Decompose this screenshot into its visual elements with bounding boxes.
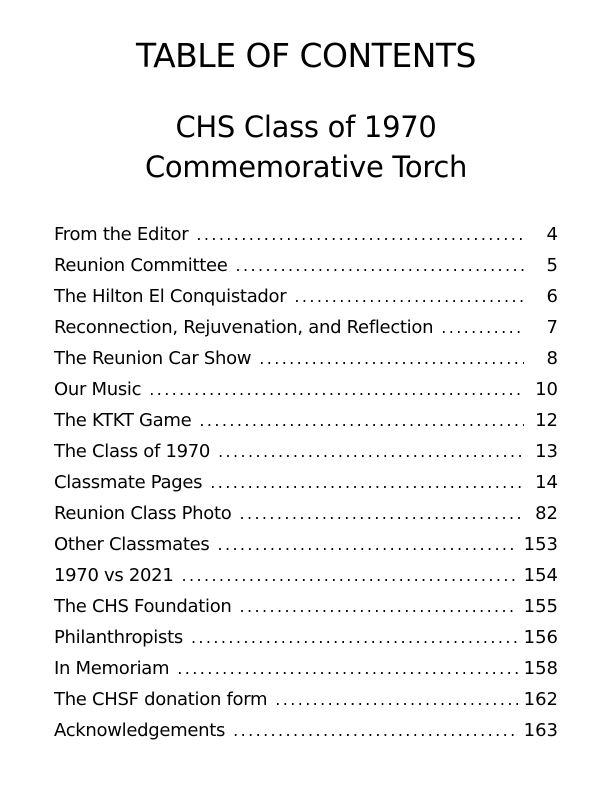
- toc-entry: [54, 627, 558, 658]
- toc-entry-page-number: 154: [523, 565, 558, 586]
- dot-leader: [233, 721, 518, 740]
- toc-entry-title: Classmate Pages: [54, 472, 203, 493]
- toc-entry: [54, 565, 558, 596]
- subtitle-line-2: Commemorative Torch: [144, 150, 468, 184]
- toc-entry-page-number: 8: [546, 348, 558, 369]
- toc-entry-page-number: 13: [535, 441, 558, 462]
- toc-entry: [54, 689, 558, 720]
- toc-entry: [54, 472, 558, 503]
- dot-leader: [240, 597, 518, 616]
- toc-entry-page-number: 4: [546, 224, 558, 245]
- toc-entry-title: In Memoriam: [54, 658, 170, 679]
- dot-leader: [218, 442, 524, 461]
- toc-entry-title: Acknowledgements: [54, 720, 226, 741]
- toc-entry-title: From the Editor: [54, 224, 189, 245]
- toc-entry-page-number: 162: [523, 689, 558, 710]
- toc-entry: [54, 317, 558, 348]
- dot-leader: [217, 535, 517, 554]
- toc-entry: [54, 255, 558, 286]
- dot-leader: [177, 659, 517, 678]
- toc-entry-page-number: 14: [535, 472, 558, 493]
- toc-entry-page-number: 5: [546, 255, 558, 276]
- toc-entry-title: Reunion Class Photo: [54, 503, 232, 524]
- toc-entry: [54, 596, 558, 627]
- toc-entry-page-number: 156: [523, 627, 558, 648]
- toc-entry-title: The Hilton El Conquistador: [54, 286, 287, 307]
- table-of-contents: [54, 224, 558, 751]
- toc-entry: [54, 348, 558, 379]
- dot-leader: [199, 411, 524, 430]
- toc-entry-title: Reunion Committee: [54, 255, 228, 276]
- toc-entry-title: Reconnection, Rejuvenation, and Reflection: [54, 317, 434, 338]
- toc-entry-page-number: 163: [523, 720, 558, 741]
- dot-leader: [191, 628, 518, 647]
- toc-entry: [54, 379, 558, 410]
- toc-entry-page-number: 6: [546, 286, 558, 307]
- toc-entry: [54, 534, 558, 565]
- toc-entry-page-number: 82: [535, 503, 558, 524]
- subtitle-line-1: CHS Class of 1970: [175, 110, 437, 144]
- dot-leader: [149, 380, 524, 399]
- toc-entry-page-number: 153: [523, 534, 558, 555]
- toc-entry: [54, 441, 558, 472]
- toc-entry-title: Philanthropists: [54, 627, 183, 648]
- toc-entry-title: The CHSF donation form: [54, 689, 268, 710]
- toc-entry-title: The Class of 1970: [54, 441, 211, 462]
- dot-leader: [294, 287, 524, 306]
- page-title: TABLE OF CONTENTS: [136, 36, 476, 75]
- toc-entry-title: Other Classmates: [54, 534, 210, 555]
- toc-entry-page-number: 12: [535, 410, 558, 431]
- toc-entry: [54, 224, 558, 255]
- dot-leader: [210, 473, 524, 492]
- dot-leader: [182, 566, 518, 585]
- dot-leader: [239, 504, 524, 523]
- toc-entry-title: 1970 vs 2021: [54, 565, 174, 586]
- dot-leader: [441, 318, 524, 337]
- toc-entry-page-number: 158: [523, 658, 558, 679]
- toc-entry-title: The Reunion Car Show: [54, 348, 252, 369]
- toc-entry-page-number: 10: [535, 379, 558, 400]
- toc-entry: [54, 658, 558, 689]
- toc-entry: [54, 720, 558, 751]
- toc-entry-title: Our Music: [54, 379, 142, 400]
- dot-leader: [196, 225, 524, 244]
- toc-entry: [54, 410, 558, 441]
- toc-entry-page-number: 155: [523, 596, 558, 617]
- toc-entry-title: The CHS Foundation: [54, 596, 232, 617]
- dot-leader: [236, 256, 524, 275]
- toc-entry-title: The KTKT Game: [54, 410, 192, 431]
- dot-leader: [259, 349, 524, 368]
- toc-entry: [54, 286, 558, 317]
- toc-entry: [54, 503, 558, 534]
- toc-entry-page-number: 7: [546, 317, 558, 338]
- dot-leader: [275, 690, 517, 709]
